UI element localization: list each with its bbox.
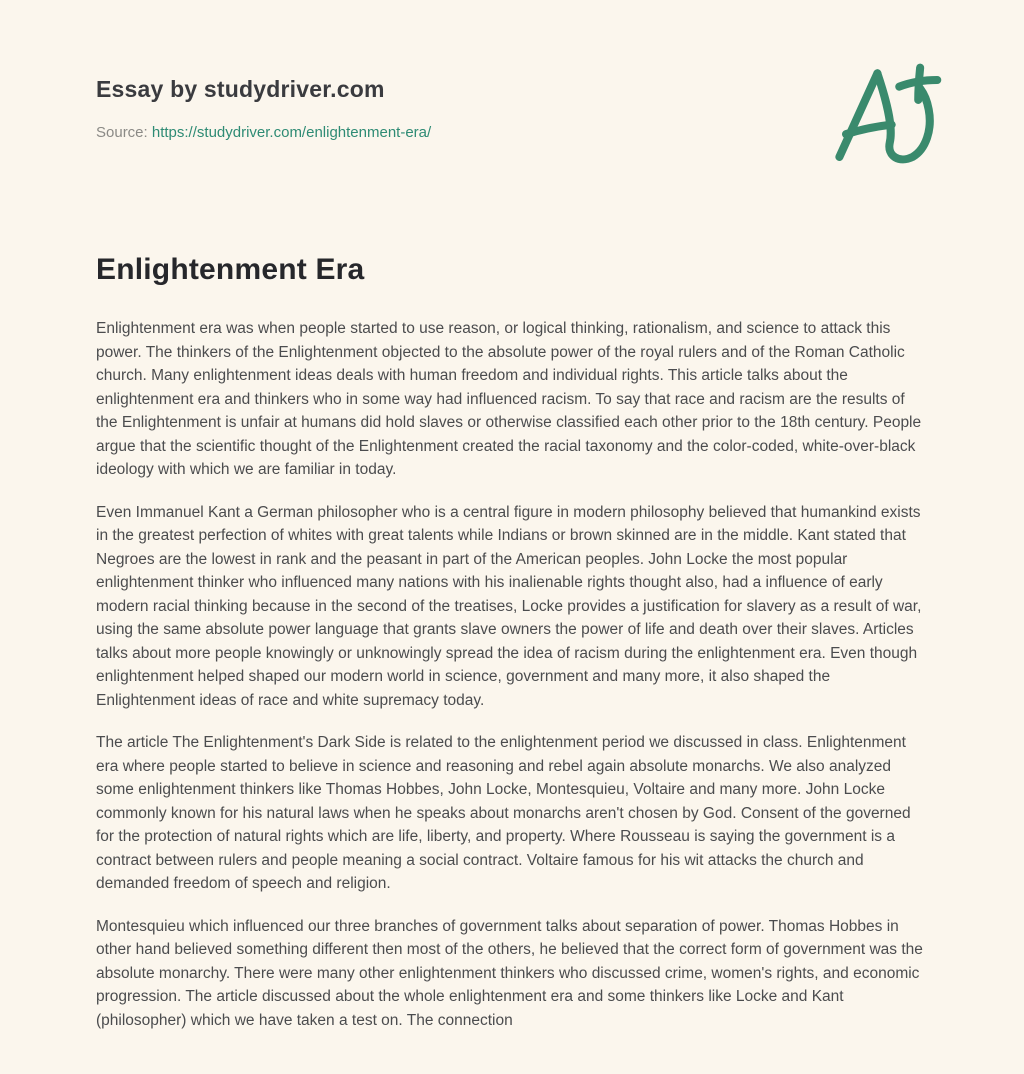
source-link[interactable]: https://studydriver.com/enlightenment-era/ xyxy=(151,124,432,141)
essay-paragraph-2: Even Immanuel Kant a German philosopher who is a central figure in modern philosophy believed that humankind exists in the greatest perfection of whites with great talents while Indians or brown skinned are in the middle. Kant stated that Negroes are the lowest in rank and the peasant in part of the American peoples. John Locke the most popular enlightenment thinker who influenced many nations with his inalienable rights thought also, had a influence of early modern racial thinking because in the second of the treatises, Locke provides a justification for slavery as a result of war, using the same absolute power language that grants slave owners the power of life and death over their slaves. Articles talks about more people knowingly or unknowingly spread the idea of racism during the enlightenment era. Even though enlightenment helped shaped our modern world in science, government and many more, it also shaped the Enlightenment ideas of race and white supremacy today. xyxy=(96,503,922,709)
essay-paragraph-4: Montesquieu which influenced our three branches of government talks about separation of power. Thomas Hobbes in other hand believed something different then most of the others, he believed that the correct form of government was the absolute monarchy. There were many other enlightenment thinkers who discussed crime, women's rights, and economic progression. The article discussed about the whole enlightenment era and some thinkers like Locke and Kant (philosopher) which we have taken a test on. The connection xyxy=(96,917,923,1029)
source-label: Source: xyxy=(96,124,148,141)
essay-paragraph-1: Enlightenment era was when people started to use reason, or logical thinking, rationalism, and science to attack this power. The thinkers of the Enlightenment objected to the absolute power of the royal rulers and of the Roman Catholic church. Many enlightenment ideas deals with human freedom and individual rights. This article talks about the enlightenment era and thinkers who in some way had influenced racism. To say that race and racism are the results of the Enlightenment is unfair at humans did hold slaves or otherwise classified each other prior to the 18th century. People argue that the scientific thought of the Enlightenment created the racial taxonomy and the color-coded, white-over-black ideology with which we are familiar in today. xyxy=(96,320,922,478)
essay-paragraph-3: The article The Enlightenment's Dark Side is related to the enlightenment period we discussed in class. Enlightenment era where people started to believe in science and reasoning and rebel again absolute monarchs. We also analyzed some enlightenment thinkers like Thomas Hobbes, John Locke, Montesquieu, Voltaire and many more. John Locke commonly known for his natural laws when he speaks about monarchs aren't chosen by God. Consent of the governed for the protection of natural rights which are life, liberty, and property. Where Rousseau is saying the government is a contract between rulers and people meaning a social contract. Voltaire famous for his wit attacks the church and demanded freedom of speech and religion. xyxy=(96,734,911,892)
source-row xyxy=(96,123,928,143)
site-title: Essay by studydriver.com xyxy=(96,76,385,102)
essay-body xyxy=(96,317,928,1032)
page-header xyxy=(96,76,928,143)
a-plus-logo-icon xyxy=(828,60,942,176)
essay-title: Enlightenment Era xyxy=(96,253,365,286)
